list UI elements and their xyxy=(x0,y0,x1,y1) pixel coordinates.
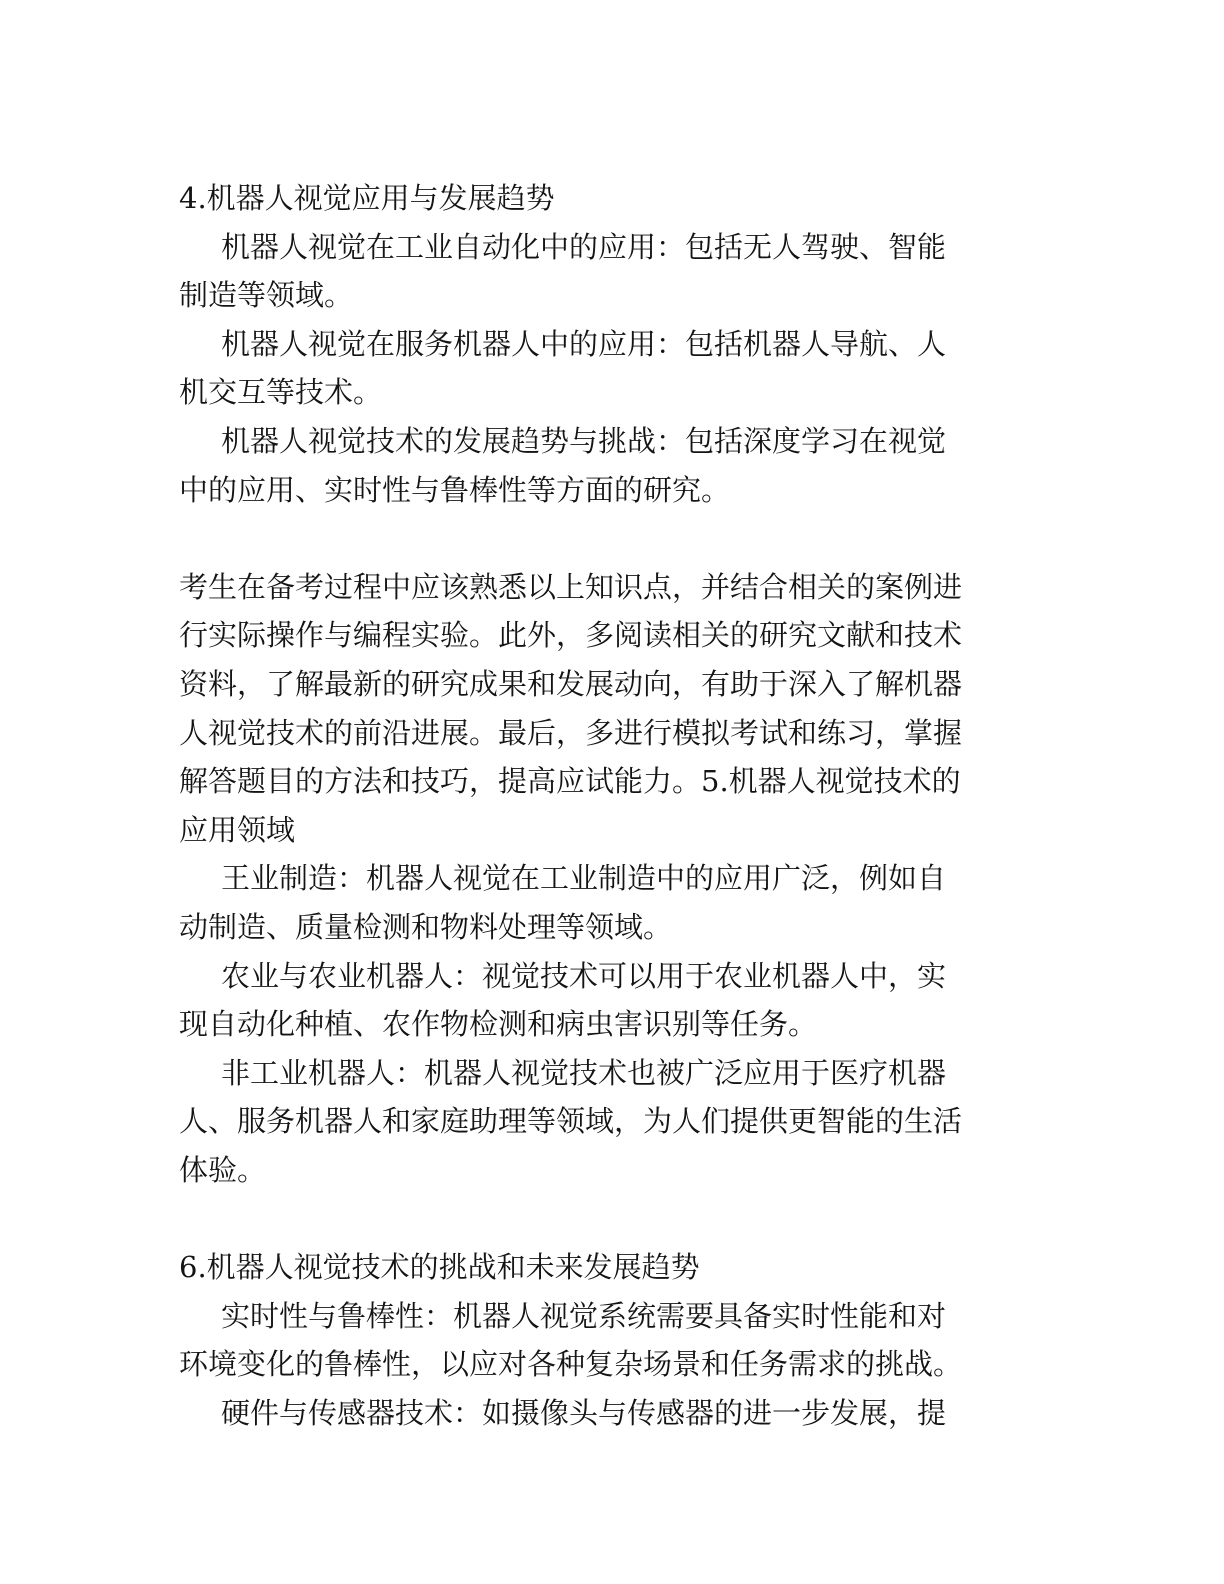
paragraph-line: 解答题目的方法和技巧，提高应试能力。5.机器人视觉技术的 xyxy=(179,764,961,799)
paragraph-line: 资料，了解最新的研究成果和发展动向，有助于深入了解机器 xyxy=(179,666,963,701)
paragraph-line: 王业制造：机器人视觉在工业制造中的应用广泛，例如自 xyxy=(221,861,947,896)
paragraph-line: 农业与农业机器人：视觉技术可以用于农业机器人中，实 xyxy=(221,958,947,993)
paragraph-line: 机器人视觉在工业自动化中的应用：包括无人驾驶、智能 xyxy=(221,229,947,264)
paragraph-line: 行实际操作与编程实验。此外，多阅读相关的研究文献和技术 xyxy=(179,618,963,653)
paragraph-line: 人视觉技术的前沿进展。最后，多进行模拟考试和练习，掌握 xyxy=(179,715,963,750)
paragraph-line: 环境变化的鲁棒性，以应对各种复杂场景和任务需求的挑战。 xyxy=(179,1347,963,1382)
paragraph-line: 硬件与传感器技术：如摄像头与传感器的进一步发展，提 xyxy=(221,1395,947,1430)
document-page xyxy=(179,174,1039,1437)
paragraph-line: 应用领域 xyxy=(179,812,296,847)
paragraph-line: 体验。 xyxy=(179,1152,267,1187)
paragraph-line: 考生在备考过程中应该熟悉以上知识点，并结合相关的案例进 xyxy=(179,569,963,604)
paragraph-line: 中的应用、实时性与鲁棒性等方面的研究。 xyxy=(179,472,731,507)
paragraph-line: 现自动化种植、农作物检测和病虫害识别等任务。 xyxy=(179,1007,818,1042)
paragraph-line: 非工业机器人：机器人视觉技术也被广泛应用于医疗机器 xyxy=(221,1055,947,1090)
blank-line xyxy=(179,1194,1039,1243)
paragraph-line: 人、服务机器人和家庭助理等领域，为人们提供更智能的生活 xyxy=(179,1104,963,1139)
blank-line xyxy=(179,514,1039,563)
paragraph-line: 机器人视觉在服务机器人中的应用：包括机器人导航、人 xyxy=(221,326,947,361)
paragraph-line: 动制造、质量检测和物料处理等领域。 xyxy=(179,909,673,944)
section-6-heading: 6.机器人视觉技术的挑战和未来发展趋势 xyxy=(179,1250,700,1285)
paragraph-line: 实时性与鲁棒性：机器人视觉系统需要具备实时性能和对 xyxy=(221,1298,947,1333)
paragraph-line: 机交互等技术。 xyxy=(179,375,383,410)
paragraph-line: 制造等领域。 xyxy=(179,278,354,313)
paragraph-line: 机器人视觉技术的发展趋势与挑战：包括深度学习在视觉 xyxy=(221,423,947,458)
section-4-heading: 4.机器人视觉应用与发展趋势 xyxy=(179,181,555,215)
